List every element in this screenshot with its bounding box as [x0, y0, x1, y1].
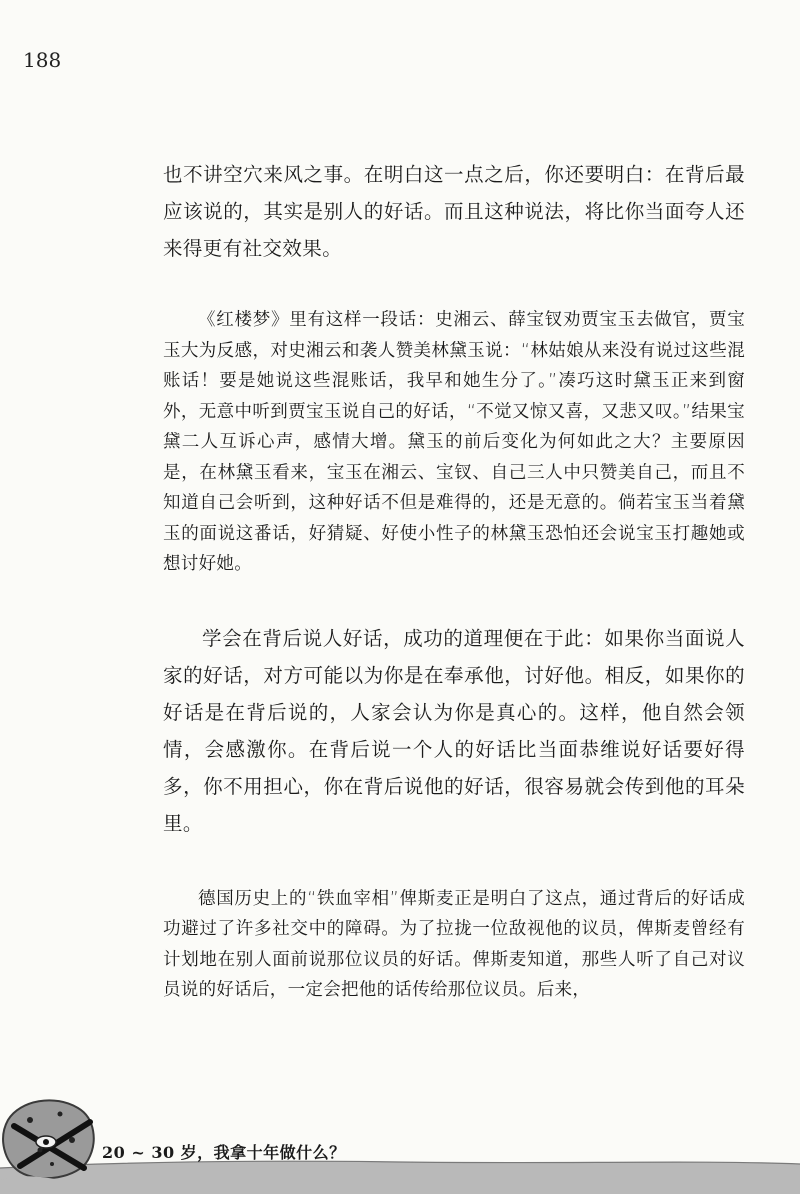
paragraph: 德国历史上的“铁血宰相”俾斯麦正是明白了这点，通过背后的好话成功避过了许多社交中的障碍。为了拉拢一位敌视他的议员，俾斯麦曾经有计划地在别人面前说那位议员的好话。俾斯麦知道，那些人听了自己对议员说的好话后，一定会把他的话传给那位议员。后来，	[163, 888, 745, 1000]
running-footer-title: 20 ~ 30 岁，我拿十年做什么？	[102, 1143, 346, 1162]
page-number: 188	[23, 48, 62, 72]
paragraph: 也不讲空穴来风之事。在明白这一点之后，你还要明白：在背后最应该说的，其实是别人的好话。而且这种说法，将比你当面夸人还来得更有社交效果。	[163, 163, 745, 260]
paragraph: 学会在背后说人好话，成功的道理便在于此：如果你当面说人家的好话，对方可能以为你是在奉承他，讨好他。相反，如果你的好话是在背后说的，人家会认为你是真心的。这样，他自然会领情，会感激你。在背后说一个人的好话比当面恭维说好话要好得多，你不用担心，你在背后说他的好话，很容易就会传到他的耳朵里。	[163, 626, 745, 835]
paragraph: 《红楼梦》里有这样一段话：史湘云、薛宝钗劝贾宝玉去做官，贾宝玉大为反感，对史湘云和袭人赞美林黛玉说：“林姑娘从来没有说过这些混账话！要是她说这些混账话，我早和她生分了。”凑巧这时黛玉正来到窗外，无意中听到贾宝玉说自己的好话，“不觉又惊又喜，又悲又叹。”结果宝黛二人互诉心声，感情大增。黛玉的前后变化为何如此之大？主要原因是，在林黛玉看来，宝玉在湘云、宝钗、自己三人中只赞美自己，而且不知道自己会听到，这种好话不但是难得的，还是无意的。倘若宝玉当着黛玉的面说这番话，好猜疑、好使小性子的林黛玉恐怕还会说宝玉打趣她或想讨好她。	[163, 310, 745, 574]
body-text	[163, 156, 745, 1006]
footer-illustration	[0, 1080, 110, 1194]
